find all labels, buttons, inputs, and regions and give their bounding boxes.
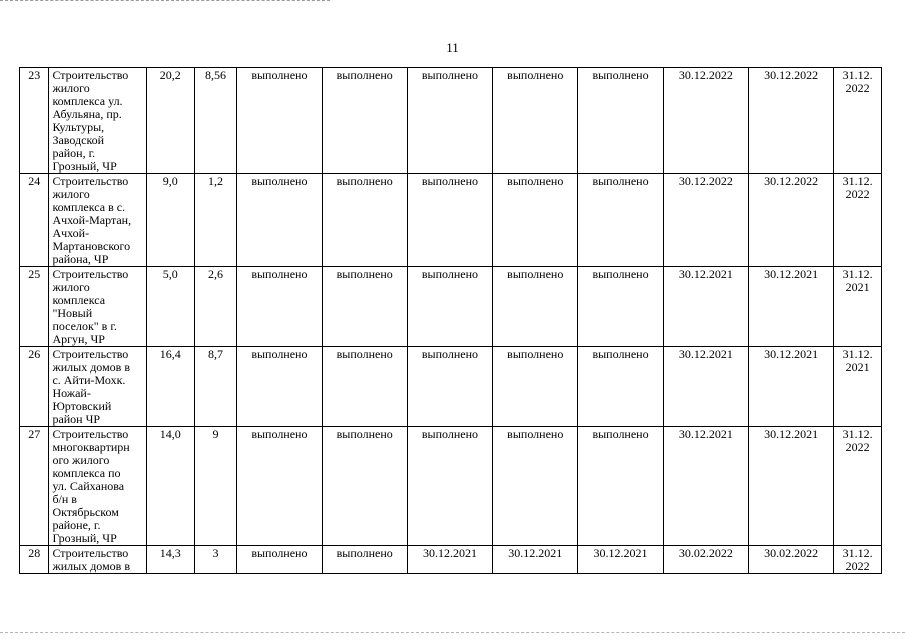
- stage-status-2: выполнено: [322, 174, 407, 267]
- date-final: [834, 427, 882, 546]
- table-row: [20, 546, 882, 574]
- stage-status-3: выполнено: [407, 174, 492, 267]
- stage-status-1: выполнено: [237, 68, 322, 174]
- object-name-line: ул. Сайханова: [52, 479, 125, 493]
- table-row: [20, 267, 882, 347]
- date-final-line: 2022: [845, 187, 870, 201]
- row-number: 25: [20, 267, 49, 347]
- object-name-line: комплекса ул.: [52, 94, 123, 108]
- object-name-line: Строительство: [52, 347, 129, 361]
- object-name-line: Абульяна, пр.: [52, 107, 122, 121]
- table-body: [20, 68, 882, 574]
- object-name-line: комплекса по: [52, 466, 121, 480]
- object-name-line: районе, г.: [52, 518, 101, 532]
- stage-status-3: выполнено: [407, 68, 492, 174]
- date-final-line: 31.12.: [842, 546, 873, 560]
- object-name-line: Грозный, ЧР: [52, 531, 117, 545]
- object-name-line: комплекса в с.: [52, 200, 126, 214]
- date-final-line: 31.12.: [842, 347, 873, 361]
- page-number: 11: [446, 40, 459, 55]
- date-final-line: 31.12.: [842, 174, 873, 188]
- row-number: 26: [20, 347, 49, 427]
- row-number: 27: [20, 427, 49, 546]
- object-name-line: Ачхой-: [52, 226, 90, 240]
- value-1: 14,3: [146, 546, 194, 574]
- object-name: [49, 174, 146, 267]
- date-actual: 30.12.2021: [748, 267, 833, 347]
- stage-status-5: выполнено: [578, 174, 663, 267]
- date-planned: 30.02.2022: [663, 546, 748, 574]
- object-name-line: Ножай-: [52, 386, 91, 400]
- object-name: [49, 267, 146, 347]
- stage-status-2: выполнено: [322, 267, 407, 347]
- object-name: [49, 347, 146, 427]
- value-2: 8,56: [194, 68, 237, 174]
- object-name-line: района, ЧР: [52, 252, 109, 266]
- scan-artifact-top: [0, 0, 330, 3]
- object-name-line: "Новый: [52, 306, 93, 320]
- date-final-line: 2021: [845, 280, 870, 294]
- stage-status-4: выполнено: [493, 347, 578, 427]
- value-1: 16,4: [146, 347, 194, 427]
- object-name-line: ого жилого: [52, 453, 110, 467]
- stage-status-2: выполнено: [322, 427, 407, 546]
- date-final: [834, 68, 882, 174]
- date-planned: 30.12.2021: [663, 347, 748, 427]
- object-name-line: многоквартирн: [52, 440, 130, 454]
- stage-status-3: выполнено: [407, 347, 492, 427]
- stage-status-2: выполнено: [322, 546, 407, 574]
- value-2: 2,6: [194, 267, 237, 347]
- object-name-line: Грозный, ЧР: [52, 159, 117, 173]
- object-name-line: комплекса: [52, 293, 106, 307]
- date-final: [834, 174, 882, 267]
- object-name-line: Заводской: [52, 133, 105, 147]
- stage-status-1: выполнено: [237, 174, 322, 267]
- object-name-line: район ЧР: [52, 412, 101, 426]
- date-planned: 30.12.2021: [663, 267, 748, 347]
- row-number: 23: [20, 68, 49, 174]
- table-row: [20, 68, 882, 174]
- table-row: [20, 174, 882, 267]
- object-name-line: жилого: [52, 280, 90, 294]
- stage-status-2: выполнено: [322, 347, 407, 427]
- value-1: 5,0: [146, 267, 194, 347]
- stage-status-1: выполнено: [237, 546, 322, 574]
- object-name: [49, 427, 146, 546]
- value-2: 8,7: [194, 347, 237, 427]
- stage-status-1: выполнено: [237, 347, 322, 427]
- object-name-line: поселок" в г.: [52, 319, 117, 333]
- stage-status-4: выполнено: [493, 68, 578, 174]
- date-actual: 30.12.2022: [748, 68, 833, 174]
- object-name-line: Строительство: [52, 68, 129, 82]
- table-row: [20, 347, 882, 427]
- date-actual: 30.12.2022: [748, 174, 833, 267]
- object-name-line: Юртовский: [52, 399, 112, 413]
- object-name-line: жилых домов в: [52, 360, 131, 374]
- object-name-line: Строительство: [52, 546, 129, 560]
- stage-status-5: выполнено: [578, 347, 663, 427]
- object-name-line: жилых домов в: [52, 559, 131, 573]
- stage-status-4: выполнено: [493, 174, 578, 267]
- stage-status-3: выполнено: [407, 267, 492, 347]
- table-row: [20, 427, 882, 546]
- date-planned: 30.12.2022: [663, 68, 748, 174]
- stage-status-1: выполнено: [237, 427, 322, 546]
- object-name-line: Ачхой-Мартан,: [52, 213, 132, 227]
- row-number: 28: [20, 546, 49, 574]
- date-final: [834, 267, 882, 347]
- object-name-line: с. Айти-Мохк.: [52, 373, 126, 387]
- stage-status-5: выполнено: [578, 267, 663, 347]
- scan-artifact-bottom: [0, 632, 905, 635]
- date-final-line: 31.12.: [842, 68, 873, 82]
- stage-status-4: 30.12.2021: [493, 546, 578, 574]
- date-final-line: 2022: [845, 81, 870, 95]
- object-name: [49, 68, 146, 174]
- date-planned: 30.12.2022: [663, 174, 748, 267]
- stage-status-5: выполнено: [578, 68, 663, 174]
- object-name-line: жилого: [52, 81, 90, 95]
- stage-status-3: 30.12.2021: [407, 546, 492, 574]
- projects-table: [19, 67, 882, 574]
- stage-status-3: выполнено: [407, 427, 492, 546]
- object-name-line: Строительство: [52, 267, 129, 281]
- stage-status-2: выполнено: [322, 68, 407, 174]
- date-final-line: 2022: [845, 440, 870, 454]
- date-planned: 30.12.2021: [663, 427, 748, 546]
- object-name: [49, 546, 146, 574]
- value-2: 1,2: [194, 174, 237, 267]
- object-name-line: Аргун, ЧР: [52, 332, 105, 346]
- object-name-line: Октябрьском: [52, 505, 119, 519]
- date-final-line: 31.12.: [842, 267, 873, 281]
- date-actual: 30.02.2022: [748, 546, 833, 574]
- object-name-line: Строительство: [52, 427, 129, 441]
- date-final-line: 31.12.: [842, 427, 873, 441]
- object-name-line: Мартановского: [52, 239, 131, 253]
- value-1: 9,0: [146, 174, 194, 267]
- stage-status-5: выполнено: [578, 427, 663, 546]
- object-name-line: Культуры,: [52, 120, 105, 134]
- value-1: 20,2: [146, 68, 194, 174]
- value-2: 3: [194, 546, 237, 574]
- object-name-line: Строительство: [52, 174, 129, 188]
- object-name-line: жилого: [52, 187, 90, 201]
- value-2: 9: [194, 427, 237, 546]
- row-number: 24: [20, 174, 49, 267]
- object-name-line: б/н в: [52, 492, 77, 506]
- date-final: [834, 546, 882, 574]
- date-final-line: 2022: [845, 559, 870, 573]
- date-actual: 30.12.2021: [748, 427, 833, 546]
- stage-status-1: выполнено: [237, 267, 322, 347]
- stage-status-4: выполнено: [493, 427, 578, 546]
- date-actual: 30.12.2021: [748, 347, 833, 427]
- date-final-line: 2021: [845, 360, 870, 374]
- value-1: 14,0: [146, 427, 194, 546]
- stage-status-4: выполнено: [493, 267, 578, 347]
- stage-status-5: 30.12.2021: [578, 546, 663, 574]
- object-name-line: район, г.: [52, 146, 96, 160]
- date-final: [834, 347, 882, 427]
